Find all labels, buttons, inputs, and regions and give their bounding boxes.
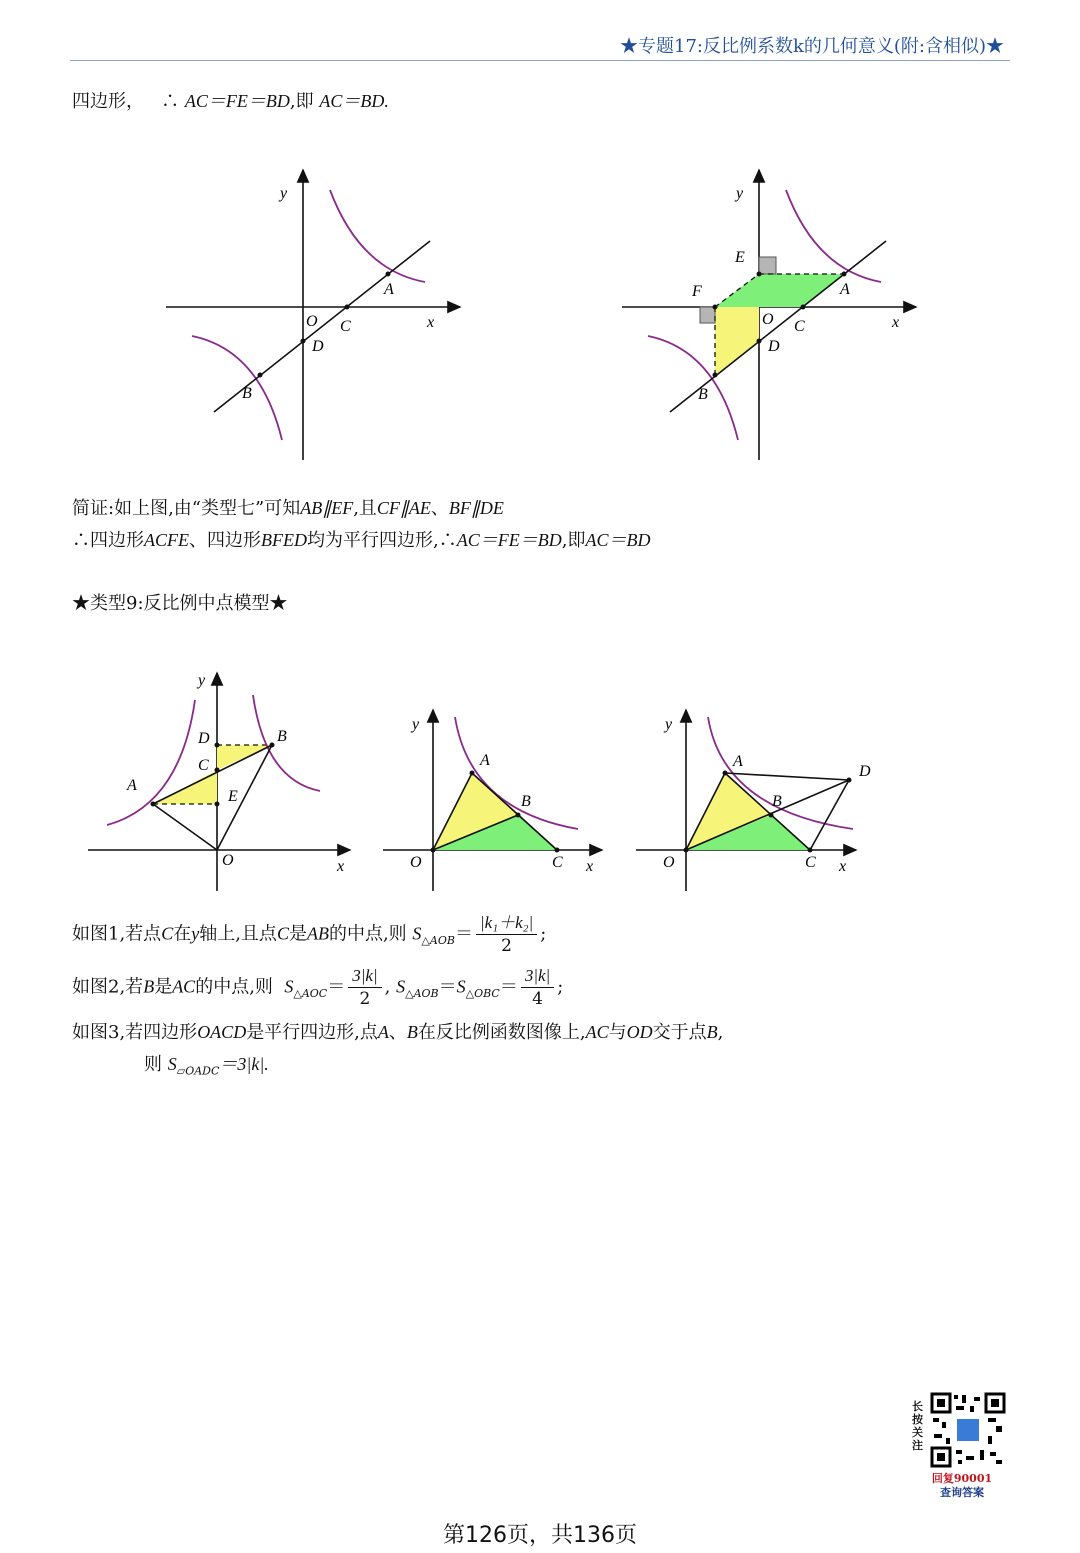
r-math: C <box>161 923 174 944</box>
r-math: AB <box>306 923 329 944</box>
result-line-4 <box>144 1050 269 1078</box>
line1-eq2: AC＝BD. <box>319 91 389 111</box>
r-math: ＝ <box>438 976 457 998</box>
label-a: A <box>480 752 490 769</box>
hyperbola-branch-1 <box>330 190 425 282</box>
label-b: B <box>521 793 531 810</box>
qr-code-block <box>912 1392 1012 1502</box>
r-text: 交于点 <box>652 1022 707 1043</box>
label-d: D <box>768 338 780 355</box>
r-sub: △AOB <box>421 934 455 948</box>
fraction <box>348 965 381 1010</box>
label-c: C <box>552 854 563 871</box>
line1-therefore: ∴ <box>161 91 180 112</box>
r-text: 是 <box>288 923 307 945</box>
r-sub: △AOB <box>405 987 439 1001</box>
label-y: y <box>665 716 673 733</box>
r-math: S <box>284 976 294 997</box>
page-number: 第126页，共136页 <box>443 1523 637 1548</box>
label-x: x <box>586 858 594 875</box>
fraction <box>521 965 554 1010</box>
label-a: A <box>840 281 850 298</box>
qr-side-text: 长按关注 <box>912 1400 923 1452</box>
result-line-3 <box>72 1018 723 1044</box>
proof-math: ACFE <box>144 530 189 550</box>
qr-line-1: 回复90001 <box>931 1472 993 1485</box>
r-math: A <box>377 1022 389 1042</box>
label-a: A <box>733 753 743 770</box>
proof-line-2 <box>72 526 650 552</box>
r-text: 如图2,若 <box>72 976 144 998</box>
label-b: B <box>277 728 287 745</box>
r-math: S <box>396 976 406 997</box>
r-text: 在 <box>173 923 192 945</box>
denominator: 2 <box>359 989 371 1009</box>
label-c: C <box>340 318 351 335</box>
r-text: 、 <box>388 1022 407 1043</box>
r-sub: △OBC <box>465 987 500 1001</box>
label-x: x <box>839 858 847 875</box>
numerator: 3|k| <box>348 965 381 988</box>
proof-line-1 <box>72 494 504 520</box>
label-o: O <box>410 854 422 871</box>
label-d: D <box>312 338 324 355</box>
r-text: ; <box>557 976 564 998</box>
r-math: B <box>406 1022 418 1042</box>
label-y: y <box>198 672 206 689</box>
r-math: AC <box>585 1022 609 1042</box>
proof-text: ,且 <box>353 498 377 519</box>
proof-math: BF∥DE <box>448 498 504 518</box>
figure-1 <box>85 665 355 895</box>
r-text: 与 <box>608 1022 627 1043</box>
result-line-2 <box>72 965 563 1010</box>
numerator: |k₁＋k₂| <box>476 912 537 935</box>
label-c: C <box>794 318 805 335</box>
r-math: S <box>456 976 466 997</box>
r-sub: ▱OADC <box>176 1064 220 1078</box>
page-header <box>70 30 1010 61</box>
figure-2 <box>380 705 610 895</box>
r-math: y <box>191 923 200 944</box>
label-x: x <box>427 314 435 331</box>
parallelogram-bfed <box>715 307 759 375</box>
r-text: ; <box>540 923 547 945</box>
denominator: 2 <box>501 936 512 956</box>
line1-mid: ,即 <box>289 91 314 112</box>
r-math: OACD <box>197 1022 247 1042</box>
r-text: 如图3,若四边形 <box>72 1022 198 1043</box>
label-x: x <box>337 858 345 875</box>
figure-top-right <box>616 160 926 470</box>
r-math: B <box>143 976 155 997</box>
proof-math: BFED <box>261 530 307 550</box>
qr-code-icon[interactable] <box>930 1392 1006 1468</box>
r-math: ＝ <box>499 976 518 998</box>
label-y: y <box>280 185 288 202</box>
r-sub: △AOC <box>293 987 328 1001</box>
line1-eq: AC＝FE＝BD <box>184 91 290 111</box>
label-b: B <box>772 793 782 810</box>
r-math: ＝ <box>327 976 346 998</box>
proof-math: AC＝FE＝BD <box>456 530 562 550</box>
proof-text: 、 <box>430 498 449 519</box>
label-a: A <box>127 777 137 794</box>
label-o: O <box>762 311 774 328</box>
r-text: 是 <box>154 976 173 998</box>
label-o: O <box>222 852 234 869</box>
figure-3 <box>633 705 873 895</box>
text-line-1 <box>72 87 389 113</box>
label-o: O <box>663 854 675 871</box>
header-title: ★专题17:反比例系数k的几何意义(附:含相似)★ <box>620 36 1004 57</box>
qr-line-2: 查询答案 <box>940 1486 984 1499</box>
r-math: C <box>276 923 289 944</box>
proof-text: 、四边形 <box>189 530 261 551</box>
proof-math: CF∥AE <box>376 498 431 518</box>
r-text: 的中点,则 <box>195 976 273 998</box>
r-text: 轴上,且点 <box>199 923 277 945</box>
label-a: A <box>384 281 394 298</box>
r-text: 如图1,若点 <box>72 923 162 945</box>
proof-text: 均为平行四边形,∴ <box>306 530 457 551</box>
line1-prefix: 四边形， <box>72 91 144 112</box>
r-text: 是平行四边形,点 <box>246 1022 378 1043</box>
proof-text: ,即 <box>561 530 586 551</box>
r-math: ＝ <box>454 923 473 945</box>
r-text: , <box>384 976 391 998</box>
label-b: B <box>242 385 252 402</box>
label-d: D <box>859 763 871 780</box>
r-text: 则 <box>144 1054 162 1075</box>
fraction <box>476 912 537 957</box>
r-text: 在反比例函数图像上, <box>417 1022 586 1043</box>
r-text: , <box>717 1022 724 1043</box>
r-math: ＝3|k|. <box>219 1054 269 1074</box>
label-c: C <box>805 854 816 871</box>
r-math: S <box>167 1054 177 1074</box>
label-c: C <box>198 757 209 774</box>
label-d: D <box>198 730 210 747</box>
denominator: 4 <box>532 989 543 1009</box>
r-math: AC <box>172 976 196 997</box>
proof-math: AB∥EF <box>300 498 354 518</box>
label-b: B <box>698 386 708 403</box>
r-math: B <box>706 1022 718 1042</box>
r-text: 的中点,则 <box>328 923 407 945</box>
label-o: O <box>306 313 318 330</box>
r-math: S <box>412 923 422 944</box>
proof-text: ∴四边形 <box>72 530 144 551</box>
proof-text: 简证:如上图,由“类型七”可知 <box>72 498 301 519</box>
hyperbola-branch-2 <box>192 336 282 440</box>
section-title: ★类型9:反比例中点模型★ <box>72 593 288 614</box>
label-e: E <box>228 788 238 805</box>
numerator: 3|k| <box>521 965 554 988</box>
proof-math: AC＝BD <box>585 530 651 550</box>
label-y: y <box>736 185 744 202</box>
result-line-1 <box>72 912 546 957</box>
r-math: OD <box>626 1022 653 1042</box>
label-x: x <box>892 314 900 331</box>
figure-top-left <box>160 160 470 470</box>
label-y: y <box>412 716 420 733</box>
label-e: E <box>735 249 745 266</box>
label-f: F <box>692 283 702 300</box>
